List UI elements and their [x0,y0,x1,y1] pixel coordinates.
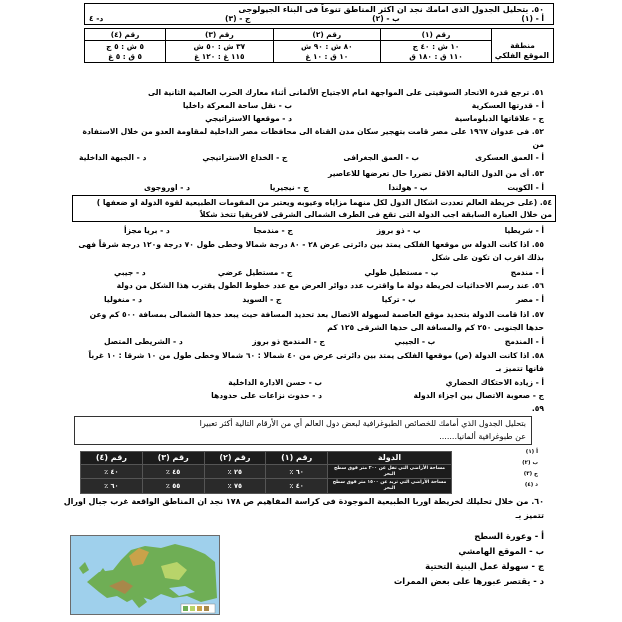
q58-option-b[interactable]: ب - حسن الادارة الداخلية [228,378,322,387]
q60-text-line2: تتميز بـ [515,511,544,520]
q50-table [84,28,554,63]
q54-option-d[interactable]: د - بريا مجزأ [124,226,170,235]
q50-table-header-label: منطقة [492,29,554,63]
q55-option-c[interactable]: ج - مستطيل عرضي [217,268,293,277]
q59-table-header-4: رقم (٤) [81,452,143,465]
q50-text: ٥٠. بتحليل الجدول الذى امامك نجد ان اكثر المناطق تنوعاً فى البناء الجيولوجى [238,5,544,14]
q53-options [144,183,544,192]
q57-option-d[interactable]: د - الشريطى المتصل [104,337,183,346]
q57-text-line1: ٥٧. اذا قامت الدولة بتحديد موقع العاصمة لسهولة الاتصال بعد تحديد المسافة حيث يبعد حدها الشمالى بمسافة ٥٠٠ كم وعن [89,310,544,319]
q58-option-c[interactable]: ج - صعوبة الاتصال بين اجزاء الدولة [413,391,544,400]
q59-table-header-1: رقم (١) [266,452,328,465]
q60-option-d[interactable]: د - يقتصر عبورها على بعض الممرات [393,576,544,586]
q59-row1-label: مساحة الأراضي التي تقل عن ٢٠٠ متر فوق سطح البحر [328,465,452,479]
table-row [81,465,452,479]
q50-col4-header: رقم (٤) [85,29,166,41]
q58-text-line2: فانها تتميز بـ [495,364,544,373]
q56-option-d[interactable]: د - منغوليا [104,295,142,304]
q50-col2-header: رقم (٢) [273,29,380,41]
europe-map-graphic [70,536,219,615]
q50-col1-value: ١٠ ش : ٤٠ ج ١١٠ ق : ١٨٠ ق [381,41,492,63]
q50-option-d[interactable]: د- ٤ [89,14,104,23]
q58-option-d[interactable]: د - حدوث نزاعات على حدودها [211,391,322,400]
q59-side-option-d[interactable]: د (٤) [524,482,538,488]
q54-option-a[interactable]: أ - شريطيا [504,226,544,235]
q50-col2-value: ٨٠ ش : ٩٠ ش ١٠ ق : ١٠ غ [273,41,380,63]
q51-option-d[interactable]: د - موقعها الاستراتيجي [205,114,292,123]
q59-row2-label: مساحة الأراضي التي تزيد عن ١٥٠٠ متر فوق سطح البحر [328,479,452,493]
q56-options [104,295,544,304]
q56-text: ٥٦. عند رسم الاحداثيات لخريطة دولة ما واقترب عدد دوائر العرض مع عدد خطوط الطول يقترب هذا الشكل من دولة [116,281,544,290]
q50-options [89,14,544,23]
q59-row2-value1: ٤٠ ٪ [266,479,328,493]
q59-row1-value2: ٢٥ ٪ [204,465,266,479]
q56-option-b[interactable]: ب - تركيا [381,295,416,304]
q59-side-option-c[interactable]: ج (٣) [523,471,538,477]
q51-option-b[interactable]: ب - نقل ساحة المعركة داخليا [182,101,292,110]
q59-row2-value2: ٧٥ ٪ [204,479,266,493]
q53-option-d[interactable]: د - اوروجوى [144,183,190,192]
q56-option-a[interactable]: أ - مصر [516,295,544,304]
q59-table-header-2: رقم (٢) [204,452,266,465]
q50-option-c[interactable]: ج - (٣) [224,14,251,23]
q60-option-c[interactable]: ج - سهولة عمل البنية التحتية [425,561,544,571]
q54-options [124,226,544,235]
q52-options [79,153,544,162]
q55-text-line2: بذلك اقرب ان تكون على شكل [431,253,544,262]
q50-row-label: الموقع الفلكي [494,51,549,60]
q60-text-line1: ٦٠. من خلال تحليلك لخريطة اوربا الطبيعية الموجودة فى كراسة المفاهيم ص ١٧٨ نجد ان المناطق الواقعة غرب جبال اورال [63,497,544,506]
q50-col1-header: رقم (١) [381,29,492,41]
q59-text-line1: بتحليل الجدول الذي أمامك للخصائص الطبوغرافية لبعض دول العالم أي من الأرقام التالية أكثر تعبيرا [199,419,526,428]
q53-option-b[interactable]: ب - هولندا [388,183,428,192]
europe-physical-map [70,535,220,615]
q53-text: ٥٣. أى من الدول التالية الاقل تضررا حال تعرضها للاعاصير [327,169,544,178]
q50-col3-value: ٣٧ ش : ٥٠ ش ١١٥ غ : ١٢٠ غ [166,41,273,63]
q52-option-b[interactable]: ب - العمق الجغرافى [343,153,419,162]
q59-table-header-3: رقم (٣) [142,452,204,465]
q51-option-c[interactable]: ج - علاقاتها الدبلوماسية [454,114,544,123]
q60-option-a[interactable]: أ - وعورة السطح [474,531,544,541]
q57-option-a[interactable]: أ - المندمج [504,337,544,346]
q57-option-c[interactable]: ج - المندمج ذو بروز [252,337,325,346]
q53-option-c[interactable]: ج - نيجيريا [269,183,309,192]
q59-row2-value3: ٥٥ ٪ [142,479,204,493]
q52-text-line2: من [532,140,544,149]
q59-row1-value1: ٦٠ ٪ [266,465,328,479]
q54-option-c[interactable]: ج - مندمجا [253,226,293,235]
q60-option-b[interactable]: ب - الموقع الهامشي [458,546,544,556]
q50-col3-header: رقم (٣) [166,29,273,41]
q57-options [104,337,544,346]
q55-text-line1: ٥٥. اذا كانت الدولة س موقعها الفلكى يمتد بين دائرتى عرض ٢٨ - ٨٠ درجة شمالا وخطى طول ٧٠ درجة و١٢٠ درجة شرقاً فهى [78,240,544,249]
q54-text-line2: من خلال العبارة السابقة اجب الدولة التى تقع فى الطرف الشمالى الشرقى لافريقيا تتخذ شكلاً [199,210,552,219]
q56-option-c[interactable]: ج - السويد [242,295,282,304]
q59-side-option-b[interactable]: ب (٢) [522,460,538,466]
q50-col4-value: ٥ ش : ٥ ج ٥ ق : ٥ غ [85,41,166,63]
q55-option-a[interactable]: أ - مندمج [510,268,544,277]
q52-text-line1: ٥٢. فى عدوان ١٩٦٧ على مصر قامت بتهجير سكان مدن القناة الى محافظات مصر الداخلية لمقاومة العدو من خلال الاستفادة [82,127,544,136]
q59-text-line2: عن طبوغرافية ألمانيا....... [439,432,526,441]
q54-text-line1: ٥٤. (على خريطة العالم تعددت اشكال الدول لكل منهما مزاياه وعيوبه ويعتبر من المقومات الطبيعية لقوة الدولة او ضعفها ) [96,198,552,207]
q51-option-a[interactable]: أ - قدرتها العسكرية [471,101,544,110]
q57-text-line2: حدها الجنوبى ٢٥٠ كم والمسافة الى حدها الشرقى ١٢٥ كم [327,323,544,332]
q50-option-a[interactable]: أ - (١) [521,14,544,23]
q52-option-a[interactable]: أ - العمق العسكرى [475,153,544,162]
q52-option-d[interactable]: د - الجبهة الداخلية [79,153,147,162]
q54-option-b[interactable]: ب - ذو بروز [376,226,421,235]
q59-table [80,451,452,494]
table-row [81,479,452,493]
q51-text: ٥١. ترجع قدرة الاتحاد السوفيتى على المواجهة امام الاجتياح الألمانى أثناء معارك الحرب العالمية الثانية الى [147,88,544,97]
q58-text-line1: ٥٨. اذا كانت الدولة (ص) موقعها الفلكى يمتد بين دائرتى عرض من ٤٠ شمالا : ٦٠ شمالا وخطى طول من ١٠ شرقا : ١٠ غرباً [88,351,544,360]
q59-number: ٥٩. [531,404,544,413]
q59-row1-value4: ٤٠ ٪ [81,465,143,479]
q55-options [114,268,544,277]
q55-option-d[interactable]: د - جيبي [114,268,146,277]
q57-option-b[interactable]: ب - الجيبي [394,337,436,346]
q50-option-b[interactable]: ب - (٢) [372,14,400,23]
q52-option-c[interactable]: ج - الخداع الاستراتيجي [202,153,288,162]
q59-side-option-a[interactable]: أ (١) [525,449,538,455]
q59-table-title: الدولة [328,452,452,465]
q53-option-a[interactable]: أ - الكويت [507,183,544,192]
q55-option-b[interactable]: ب - مستطيل طولي [364,268,439,277]
q58-option-a[interactable]: أ - زيادة الاحتكاك الحضاري [445,378,544,387]
q59-row2-value4: ٦٠ ٪ [81,479,143,493]
q59-row1-value3: ٤٥ ٪ [142,465,204,479]
